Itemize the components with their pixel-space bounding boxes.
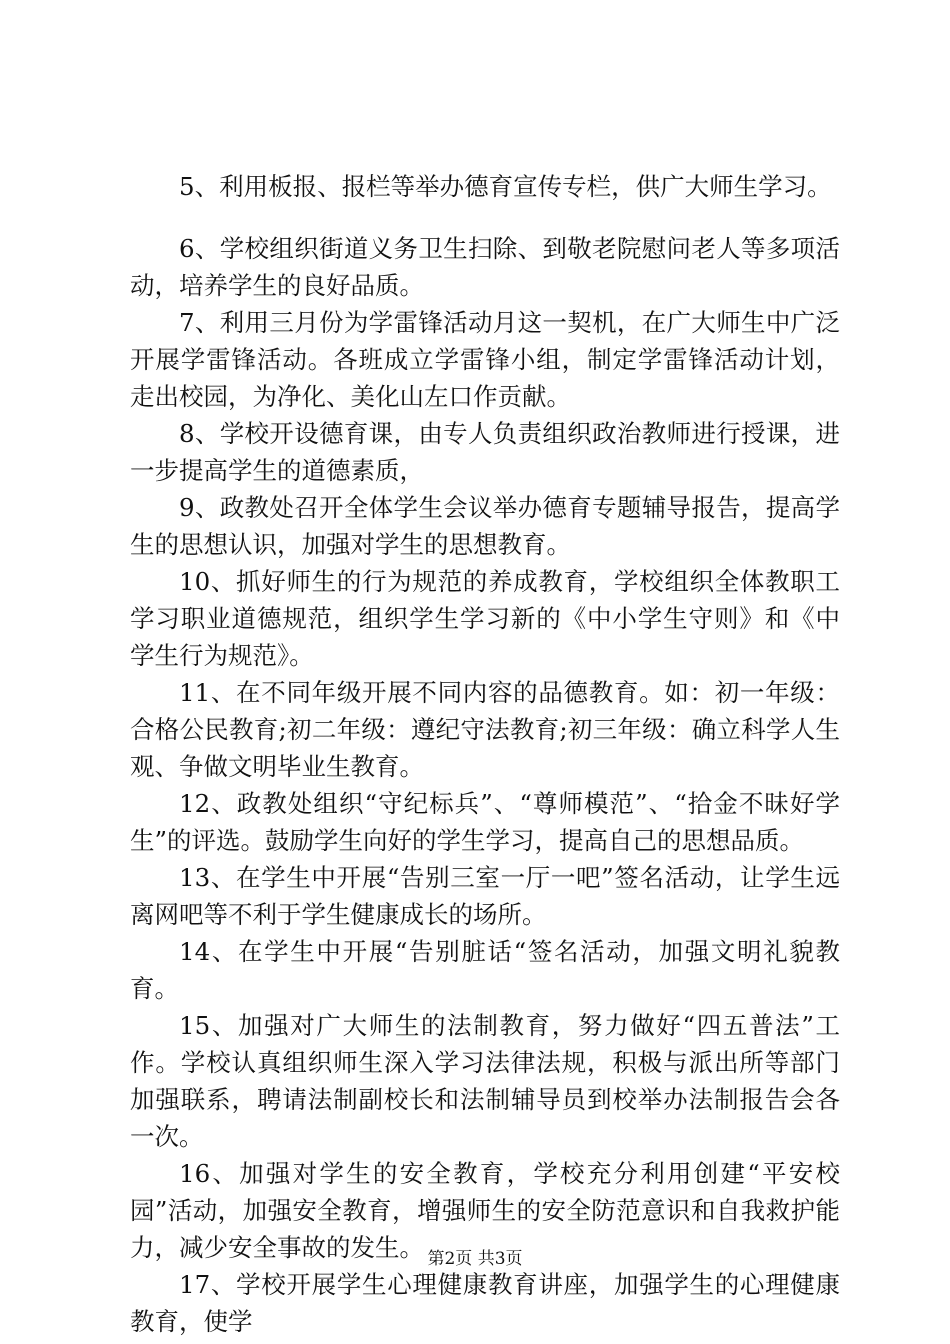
paragraph-6: 6、学校组织街道义务卫生扫除、到敬老院慰问老人等多项活动，培养学生的良好品质。 (130, 234, 840, 300)
page-footer: 第2页 共3页 (427, 1249, 523, 1269)
paragraph-13: 13、在学生中开展“告别三室一厅一吧”签名活动，让学生远离网吧等不利于学生健康成长的场所。 (130, 863, 840, 929)
document-body (130, 168, 840, 1340)
paragraph-10: 10、抓好师生的行为规范的养成教育，学校组织全体教职工学习职业道德规范，组织学生学习新的《中小学生守则》和《中学生行为规范》。 (130, 567, 840, 670)
paragraph-8: 8、学校开设德育课，由专人负责组织政治教师进行授课，进一步提高学生的道德素质， (130, 419, 840, 485)
paragraph-7: 7、利用三月份为学雷锋活动月这一契机，在广大师生中广泛开展学雷锋活动。各班成立学雷锋小组，制定学雷锋活动计划，走出校园，为净化、美化山左口作贡献。 (130, 308, 840, 411)
paragraph-9: 9、政教处召开全体学生会议举办德育专题辅导报告，提高学生的思想认识，加强对学生的思想教育。 (130, 493, 840, 559)
paragraph-14: 14、在学生中开展“告别脏话“签名活动，加强文明礼貌教育。 (130, 937, 840, 1003)
paragraph-12: 12、政教处组织“守纪标兵”、“尊师模范”、“拾金不昧好学生”的评选。鼓励学生向好的学生学习，提高自己的思想品质。 (130, 789, 840, 855)
paragraph-5: 5、利用板报、报栏等举办德育宣传专栏，供广大师生学习。 (179, 172, 832, 201)
paragraph-11: 11、在不同年级开展不同内容的品德教育。如：初一年级：合格公民教育;初二年级：遵纪守法教育;初三年级：确立科学人生观、争做文明毕业生教育。 (130, 678, 840, 781)
paragraph-16: 16、加强对学生的安全教育，学校充分利用创建“平安校园”活动，加强安全教育，增强师生的安全防范意识和自我救护能力，减少安全事故的发生。 (130, 1159, 840, 1262)
paragraph-17: 17、学校开展学生心理健康教育讲座，加强学生的心理健康教育，使学 (130, 1270, 840, 1336)
paragraph-15: 15、加强对广大师生的法制教育，努力做好“四五普法”工作。学校认真组织师生深入学习法律法规，积极与派出所等部门加强联系，聘请法制副校长和法制辅导员到校举办法制报告会各一次。 (130, 1011, 840, 1151)
